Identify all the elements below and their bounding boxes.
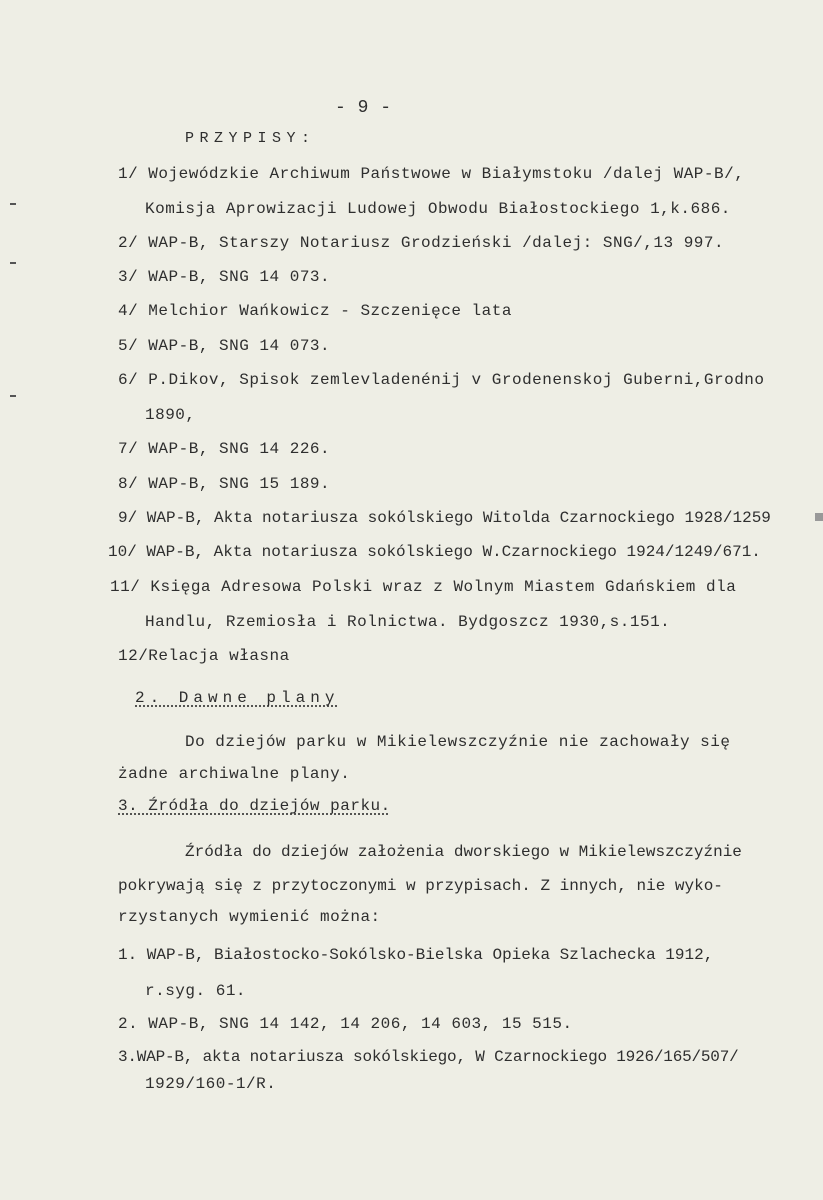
section-3-line-1: Źródła do dziejów założenia dworskiego w Mikielewszczyźnie: [185, 843, 742, 861]
footnote-5: 5/ WAP-B, SNG 14 073.: [118, 337, 331, 355]
source-1-line-1: 1. WAP-B, Białostocko-Sokólsko-Bielska Opieka Szlachecka 1912,: [118, 946, 714, 964]
footnote-10: 10/ WAP-B, Akta notariusza sokólskiego W.Czarnockiego 1924/1249/671.: [108, 543, 761, 561]
footnote-9: 9/ WAP-B, Akta notariusza sokólskiego Witolda Czarnockiego 1928/1259: [118, 509, 771, 527]
source-3-line-2: 1929/160-1/R.: [145, 1075, 277, 1093]
footnote-7: 7/ WAP-B, SNG 14 226.: [118, 440, 331, 458]
footnote-1-line-2: Komisja Aprowizacji Ludowej Obwodu Białostockiego 1,k.686.: [145, 200, 731, 218]
section-3-line-3: rzystanych wymienić można:: [118, 908, 381, 926]
footnote-12: 12/Relacja własna: [118, 647, 290, 665]
margin-mark: [10, 262, 16, 264]
footnote-4: 4/ Melchior Wańkowicz - Szczenięce lata: [118, 302, 512, 320]
footnote-6-line-1: 6/ P.Dikov, Spisok zemlevladenénij v Grodenenskoj Guberni,Grodno: [118, 371, 765, 389]
edge-spot: [815, 513, 823, 521]
footnote-11-line-1: 11/ Księga Adresowa Polski wraz z Wolnym Miastem Gdańskiem dla: [110, 578, 737, 596]
section-2-line-2: żadne archiwalne plany.: [118, 765, 351, 783]
footnote-2: 2/ WAP-B, Starszy Notariusz Grodzieński /dalej: SNG/,13 997.: [118, 234, 725, 252]
footnote-6-line-2: 1890,: [145, 406, 196, 424]
section-2-line-1: Do dziejów parku w Mikielewszczyźnie nie zachowały się: [185, 733, 731, 751]
footnote-8: 8/ WAP-B, SNG 15 189.: [118, 475, 331, 493]
footnote-3: 3/ WAP-B, SNG 14 073.: [118, 268, 331, 286]
source-1-line-2: r.syg. 61.: [145, 982, 247, 1000]
source-2: 2. WAP-B, SNG 14 142, 14 206, 14 603, 15 515.: [118, 1015, 573, 1033]
footnote-1-line-1: 1/ Wojewódzkie Archiwum Państwowe w Białymstoku /dalej WAP-B/,: [118, 165, 745, 183]
section-3-heading: 3. Źródła do dziejów parku.: [118, 797, 391, 815]
source-3-line-1: 3.WAP-B, akta notariusza sokólskiego, W Czarnockiego 1926/165/507/: [118, 1048, 739, 1066]
footnote-11-line-2: Handlu, Rzemiosła i Rolnictwa. Bydgoszcz 1930,s.151.: [145, 613, 671, 631]
section-2-heading: 2. Dawne plany: [135, 689, 340, 707]
margin-mark: [10, 395, 16, 397]
section-3-line-2: pokrywają się z przytoczonymi w przypisach. Z innych, nie wyko-: [118, 877, 723, 895]
margin-mark: [10, 203, 16, 205]
footnotes-heading: PRZYPISY:: [185, 130, 316, 147]
page-number: - 9 -: [335, 98, 392, 118]
